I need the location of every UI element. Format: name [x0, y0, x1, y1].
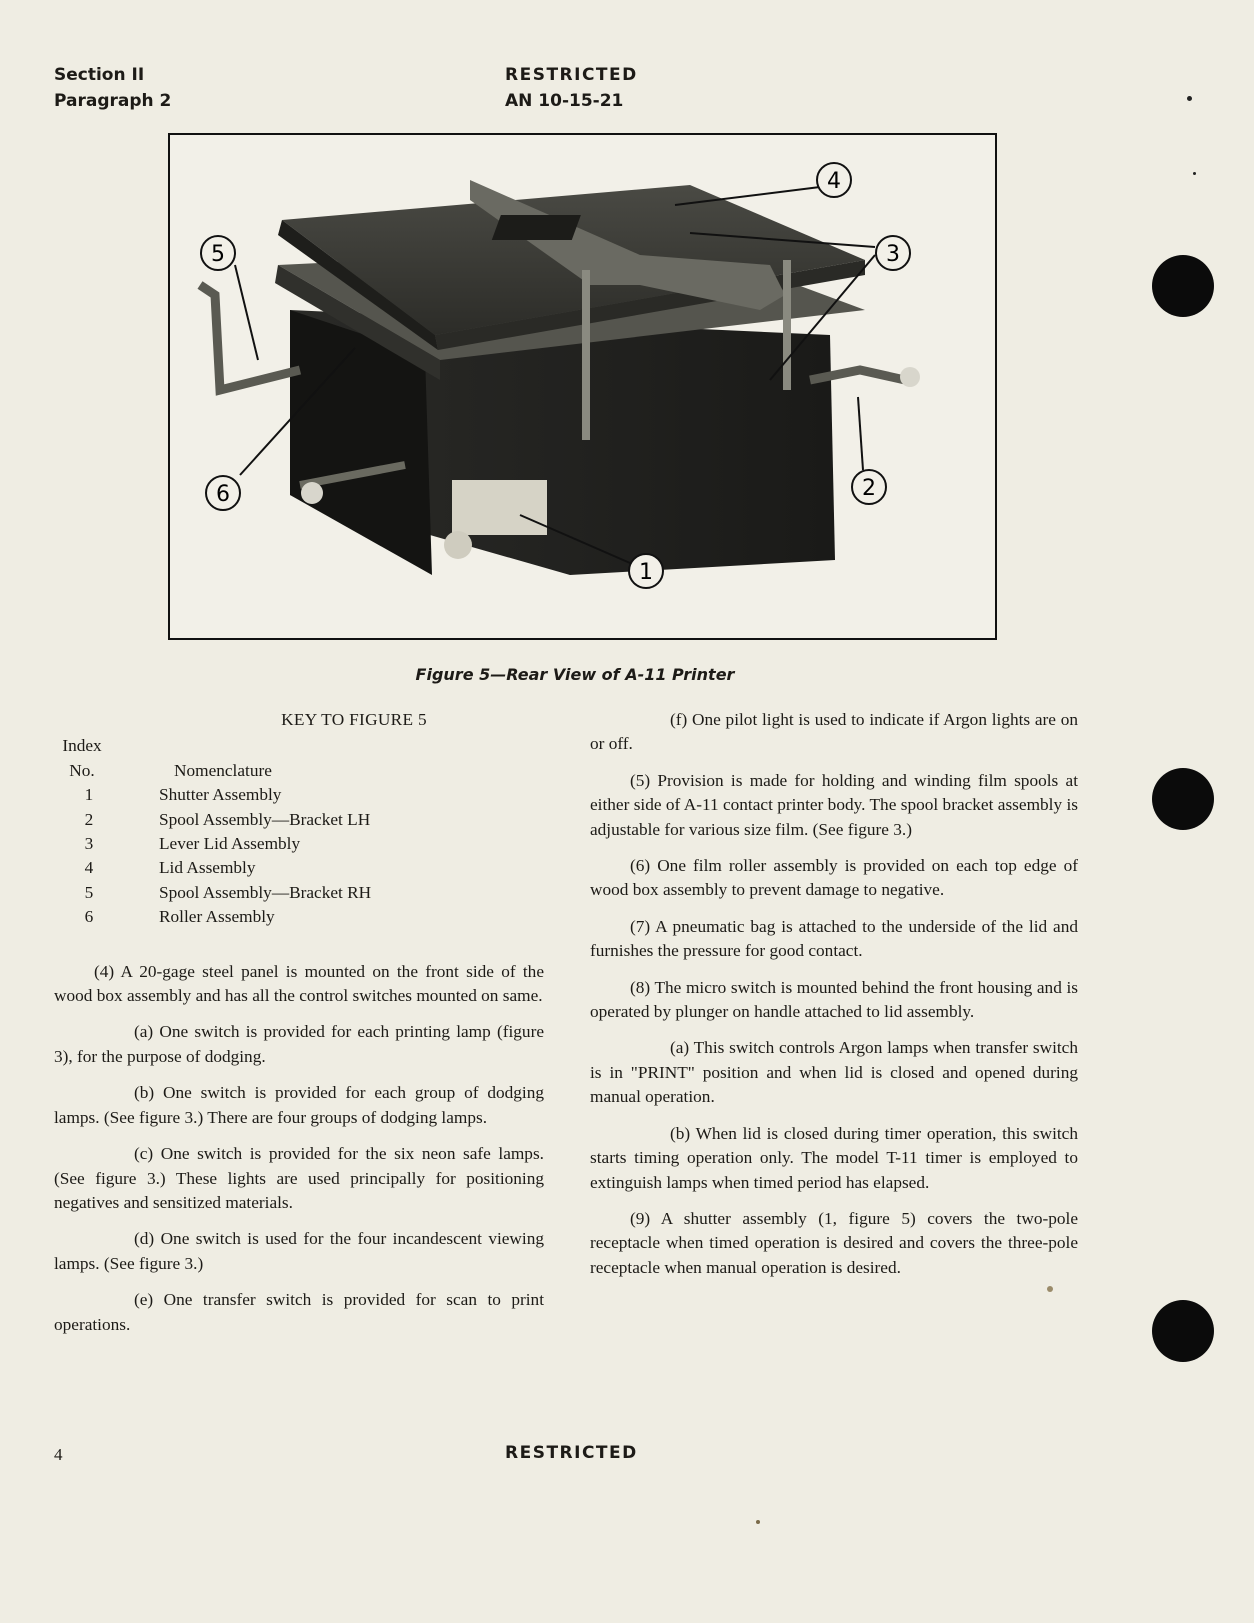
- key-row: 3 Lever Lid Assembly: [84, 834, 301, 854]
- right-column: [590, 708, 1078, 1292]
- paragraph-9: (9) A shutter assembly (1, figure 5) covers the two-pole receptacle when timed operation is desired and covers the three-pole receptacle when manual operation is desired.: [590, 1208, 1078, 1277]
- lever-window: [492, 215, 581, 240]
- paragraph-8a: (a) This switch controls Argon lamps when transfer switch is in "PRINT" position and when lid is closed and opened during manual operation.: [590, 1038, 1078, 1107]
- paragraph-4c: (c) One switch is provided for the six neon safe lamps. (See figure 3.) These lights are used principally for positioning negatives and sensitized materials.: [54, 1144, 544, 1212]
- left-column: [54, 708, 544, 1349]
- footer-classification: RESTRICTED: [505, 1443, 638, 1463]
- page-header-center: [505, 62, 638, 114]
- paragraph-4: (4) A 20-gage steel panel is mounted on the front side of the wood box assembly and has all the control switches mounted on same.: [54, 961, 544, 1006]
- spring-right: [783, 260, 791, 390]
- callout-5: [201, 236, 235, 270]
- speck: [1187, 96, 1192, 101]
- callout-3: [876, 236, 910, 270]
- paragraph-4e: (e) One transfer switch is provided for scan to print operations.: [54, 1290, 544, 1334]
- callout-6: [206, 476, 240, 510]
- speck: [1193, 172, 1196, 175]
- callout-1: [629, 554, 663, 588]
- callout-line-2: [858, 397, 863, 470]
- svg-text:2: 2: [862, 476, 876, 501]
- panel-plate: [452, 480, 547, 535]
- printer-illustration: [170, 135, 995, 638]
- paragraph-4d: (d) One switch is used for the four incandescent viewing lamps. (See figure 3.): [54, 1229, 544, 1273]
- binder-hole-top: [1152, 255, 1214, 317]
- figure-caption: Figure 5—Rear View of A-11 Printer: [415, 665, 735, 684]
- key-row: 2 Spool Assembly—Bracket LH: [84, 809, 371, 829]
- svg-text:6: 6: [216, 482, 230, 507]
- spring-left: [582, 270, 590, 440]
- key-row: 6 Roller Assembly: [84, 907, 275, 927]
- binder-hole-bottom: [1152, 1300, 1214, 1362]
- page-header-left: [54, 62, 171, 114]
- callout-4: [817, 163, 851, 197]
- key-row: 5 Spool Assembly—Bracket RH: [84, 882, 372, 902]
- callout-line-5: [235, 265, 258, 360]
- key-row: 4 Lid Assembly: [84, 858, 256, 878]
- paragraph-8b: (b) When lid is closed during timer operation, this switch starts timing operation only. The model T-11 timer is employed to extinguish lamps when timed period has elapsed.: [590, 1123, 1078, 1192]
- key-title: KEY TO FIGURE 5: [281, 710, 427, 729]
- paragraph-8: (8) The micro switch is mounted behind the front housing and is operated by plunger on handle attached to lid assembly.: [590, 977, 1078, 1022]
- document-number: AN 10-15-21: [505, 91, 624, 111]
- lower-crank-knob: [301, 482, 323, 504]
- section-label: Section II: [54, 65, 145, 85]
- classification-label: RESTRICTED: [505, 65, 638, 85]
- binder-hole-middle: [1152, 768, 1214, 830]
- paragraph-4b: (b) One switch is provided for each group of dodging lamps. (See figure 3.) There are four groups of dodging lamps.: [54, 1083, 544, 1127]
- svg-text:4: 4: [827, 169, 841, 194]
- crank-right-handle: [200, 285, 300, 390]
- receptacle: [444, 531, 472, 559]
- svg-text:1: 1: [639, 560, 653, 585]
- paragraph-label: Paragraph 2: [54, 91, 172, 111]
- page-number: 4: [54, 1445, 63, 1464]
- nomenclature-header: Nomenclature: [174, 760, 272, 780]
- paragraph-6: (6) One film roller assembly is provided on each top edge of wood box assembly to prevent damage to negative.: [590, 856, 1078, 900]
- crank-knob: [900, 367, 920, 387]
- key-row: 1 Shutter Assembly: [84, 785, 282, 805]
- key-header: [54, 734, 544, 783]
- index-header: Index No.: [62, 736, 102, 780]
- paragraph-4f: (f) One pilot light is used to indicate if Argon lights are on or off.: [590, 710, 1078, 754]
- figure-frame: [168, 133, 997, 640]
- paragraph-7: (7) A pneumatic bag is attached to the underside of the lid and furnishes the pressure for good contact.: [590, 916, 1078, 961]
- key-list: [54, 783, 544, 929]
- callout-2: [852, 470, 886, 504]
- paragraph-5: (5) Provision is made for holding and winding film spools at either side of A-11 contact printer body. The spool bracket assembly is adjustable for various size film. (See figure 3.): [590, 770, 1078, 839]
- paragraph-4a: (a) One switch is provided for each printing lamp (figure 3), for the purpose of dodging.: [54, 1022, 544, 1066]
- speck: [756, 1520, 760, 1524]
- svg-text:3: 3: [886, 242, 900, 267]
- svg-text:5: 5: [211, 242, 225, 267]
